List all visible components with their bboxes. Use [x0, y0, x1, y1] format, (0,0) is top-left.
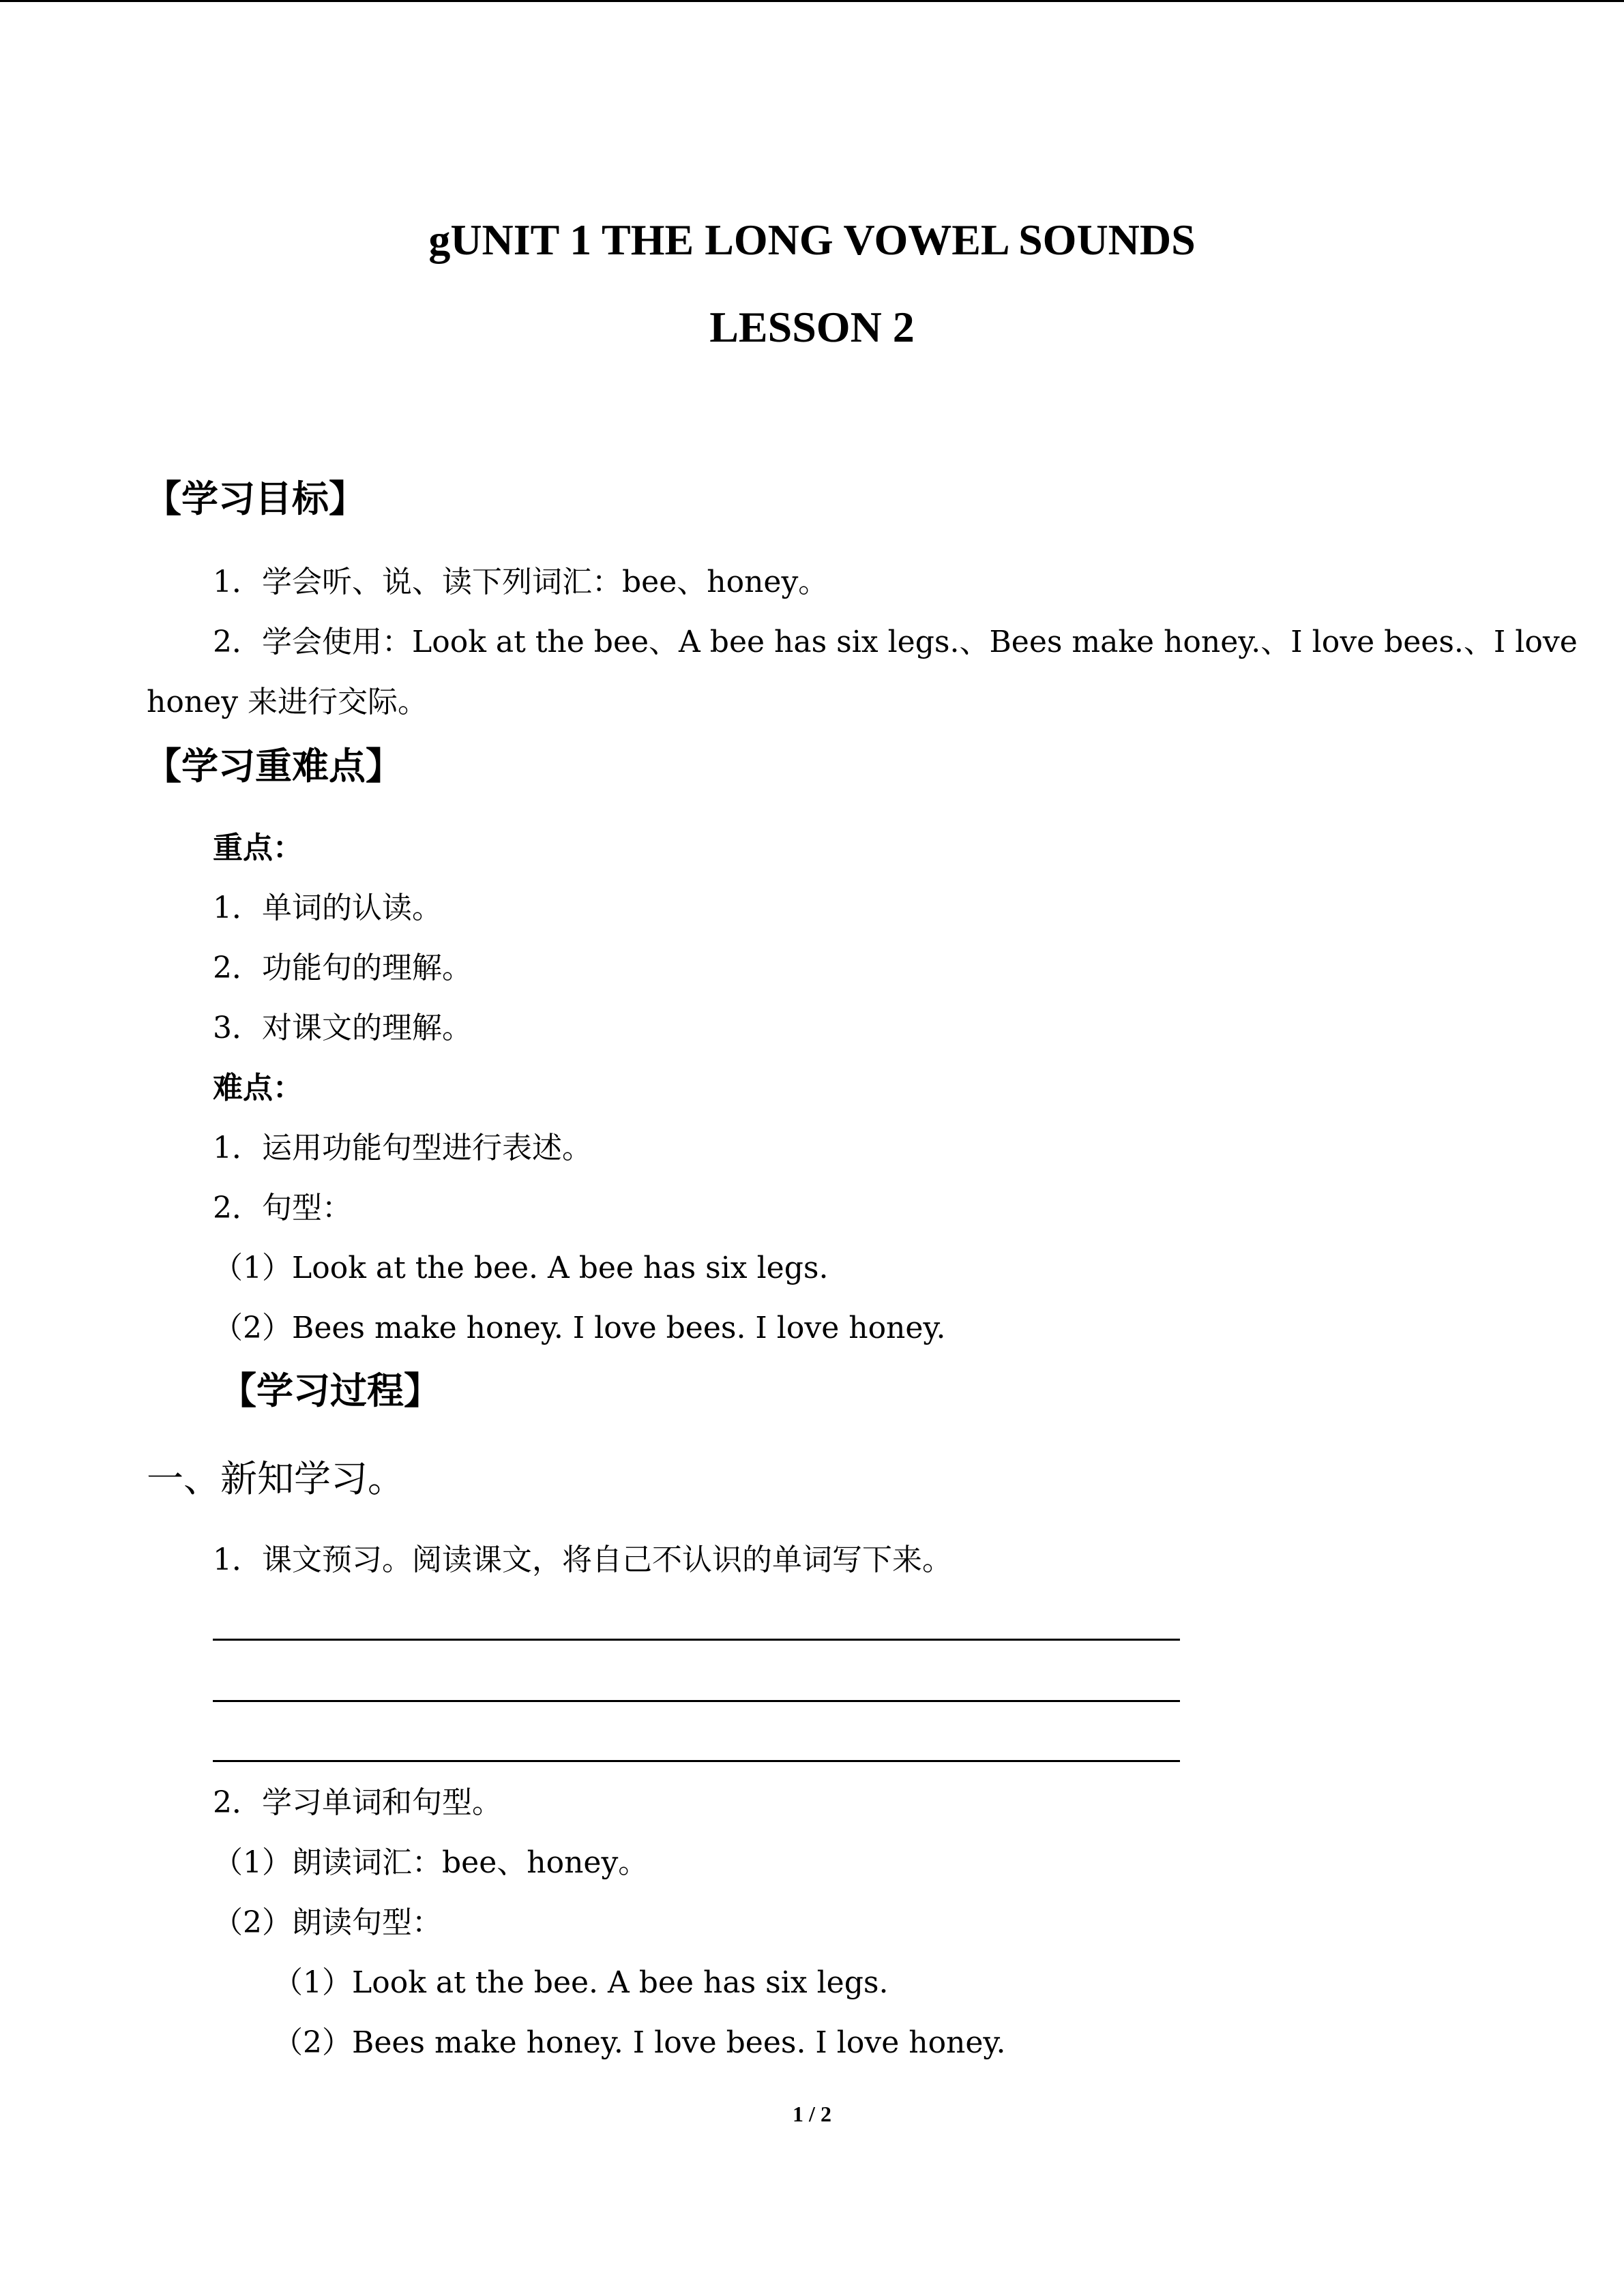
- sentence-2: （2）Bees make honey. I love bees. I love honey.: [273, 2025, 1006, 2060]
- difficulty-label: 难点：: [213, 1071, 303, 1105]
- focus-item-2: 2．功能句的理解。: [213, 951, 472, 985]
- section-new-knowledge: 一、新知学习。: [147, 1457, 404, 1500]
- objective-item-1: 1．学会听、说、读下列词汇：bee、honey。: [213, 565, 829, 599]
- page-number: 1 / 2: [793, 2102, 831, 2126]
- answer-line-2[interactable]: [213, 1700, 1180, 1702]
- objectives-heading: 【学习目标】: [145, 477, 366, 520]
- document-title: gUNIT 1 THE LONG VOWEL SOUNDS: [428, 215, 1196, 264]
- lesson-title: LESSON 2: [709, 303, 915, 351]
- answer-line-1[interactable]: [213, 1639, 1180, 1641]
- process-heading: 【学习过程】: [220, 1369, 441, 1412]
- step-2-read-sentences: （2）朗读句型：: [213, 1905, 442, 1940]
- pattern-2: （2）Bees make honey. I love bees. I love honey.: [213, 1311, 946, 1345]
- difficulty-item-2: 2．句型：: [213, 1191, 352, 1225]
- pattern-1: （1）Look at the bee. A bee has six legs.: [213, 1251, 829, 1285]
- page-top-border: [0, 0, 1624, 2]
- focus-item-3: 3．对课文的理解。: [213, 1011, 472, 1045]
- objective-item-2-continued: honey 来进行交际。: [147, 685, 428, 719]
- sentence-1: （1）Look at the bee. A bee has six legs.: [273, 1965, 889, 2000]
- step-1-preview: 1．课文预习。阅读课文，将自己不认识的单词写下来。: [213, 1542, 952, 1577]
- focus-item-1: 1．单词的认读。: [213, 891, 442, 925]
- objective-item-2: 2．学会使用：Look at the bee、A bee has six legs.、Bees make honey.、I love bees.、I love: [213, 625, 1578, 659]
- answer-line-3[interactable]: [213, 1760, 1180, 1762]
- step-2-read-words: （1）朗读词汇：bee、honey。: [213, 1845, 649, 1880]
- step-2-words-sentences: 2．学习单词和句型。: [213, 1785, 502, 1820]
- focus-label: 重点：: [213, 831, 303, 865]
- difficulty-item-1: 1．运用功能句型进行表述。: [213, 1131, 592, 1165]
- keypoints-heading: 【学习重难点】: [145, 744, 402, 788]
